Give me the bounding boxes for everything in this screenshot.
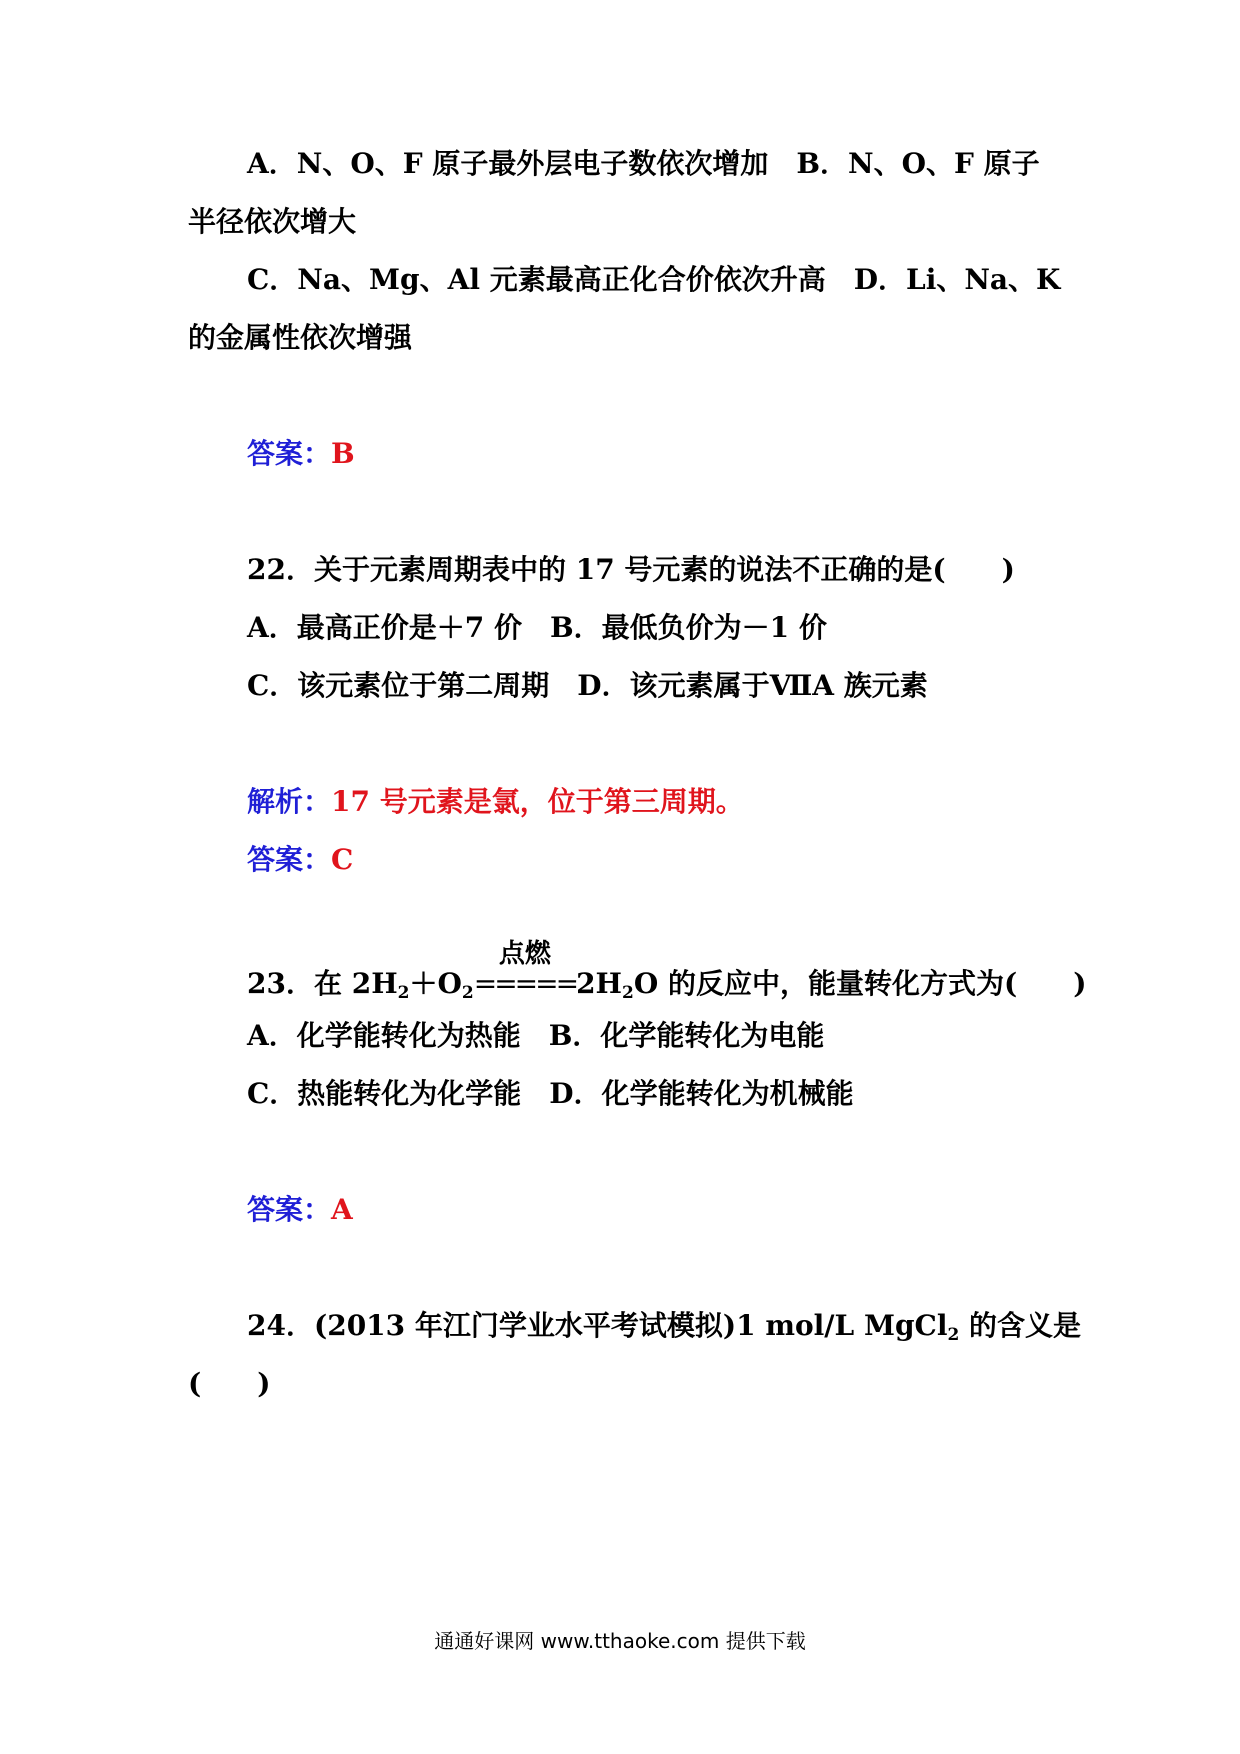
q21-options-ab-line: [0, 144, 1240, 184]
q22-options-cd-line: [0, 666, 1240, 706]
q21-answer: [0, 434, 1240, 474]
q23-answer-label: 答案：: [247, 1193, 332, 1226]
q23-option-b: B．化学能转化为电能: [548, 1019, 825, 1052]
q21-option-b-wrap: [0, 202, 1240, 242]
q23-stem-suffix: O 的反应中，能量转化方式为( ): [633, 967, 1087, 1000]
q21-option-b-start: B．N、O、F 原子: [796, 147, 1040, 180]
q23-option-c: C．热能转化为化学能: [247, 1077, 522, 1110]
q24-stem-wrap: [0, 1364, 1240, 1404]
q24-stem-line2: ( ): [188, 1367, 271, 1400]
q21-option-d-start: D．Li、Na、K: [853, 263, 1061, 296]
q24-stem-part2: 的含义是: [959, 1309, 1082, 1342]
q21-answer-value: B: [331, 437, 355, 470]
q22-option-b: B．最低负价为－1 价: [549, 611, 827, 644]
q21-option-b-end: 半径依次增大: [188, 205, 357, 238]
q21-option-d-end: 的金属性依次增强: [188, 321, 413, 354]
q24-stem-part1: 24．(2013 年江门学业水平考试模拟)1 mol/L MgCl: [247, 1309, 948, 1342]
q23-stem-product: 2H: [576, 967, 622, 1000]
q22-stem: [0, 550, 1240, 590]
q23-stem-prefix: 23．在 2H: [247, 967, 398, 1000]
q21-options-cd-line: [0, 260, 1240, 300]
q23-stem-plus: ＋O: [409, 967, 462, 1000]
q21-answer-label: 答案：: [247, 437, 332, 470]
q22-answer: [0, 840, 1240, 880]
q21-option-d-wrap: [0, 318, 1240, 358]
q23-equals: =====: [473, 967, 577, 1000]
q21-option-a: A．N、O、F 原子最外层电子数依次增加: [247, 147, 769, 180]
q22-answer-value: C: [331, 843, 354, 876]
q23-reaction-arrow: [473, 939, 577, 1004]
q21-option-c: C．Na、Mg、Al 元素最高正化合价依次升高: [247, 263, 826, 296]
page-footer: 通通好课网 www.tthaoke.com 提供下载: [434, 1629, 806, 1653]
q22-analysis-label: 解析：: [247, 785, 332, 818]
q22-analysis: [0, 782, 1240, 822]
q23-sub-h2: 2: [397, 983, 410, 1003]
q22-option-d: D．该元素属于ⅦA 族元素: [577, 669, 928, 702]
q23-options-ab-line: [0, 1016, 1240, 1056]
q23-sub-o2: 2: [461, 983, 474, 1003]
q22-option-c: C．该元素位于第二周期: [247, 669, 550, 702]
q23-options-cd-line: [0, 1074, 1240, 1114]
q23-answer-value: A: [331, 1193, 353, 1226]
q23-sub-h2o: 2: [622, 983, 634, 1003]
q24-sub-cl2: 2: [947, 1325, 960, 1345]
q22-analysis-value: 17 号元素是氯，位于第三周期。: [331, 785, 744, 818]
q24-stem: [0, 1306, 1240, 1346]
q23-condition: 点燃: [498, 939, 551, 969]
q23-option-a: A．化学能转化为热能: [247, 1019, 521, 1052]
q23-stem: [0, 939, 1240, 1004]
q22-options-ab-line: [0, 608, 1240, 648]
q22-answer-label: 答案：: [247, 843, 332, 876]
q23-option-d: D．化学能转化为机械能: [549, 1077, 854, 1110]
q23-answer: [0, 1190, 1240, 1230]
q22-stem-text: 22．关于元素周期表中的 17 号元素的说法不正确的是( ): [247, 553, 1015, 586]
q22-option-a: A．最高正价是＋7 价: [247, 611, 522, 644]
